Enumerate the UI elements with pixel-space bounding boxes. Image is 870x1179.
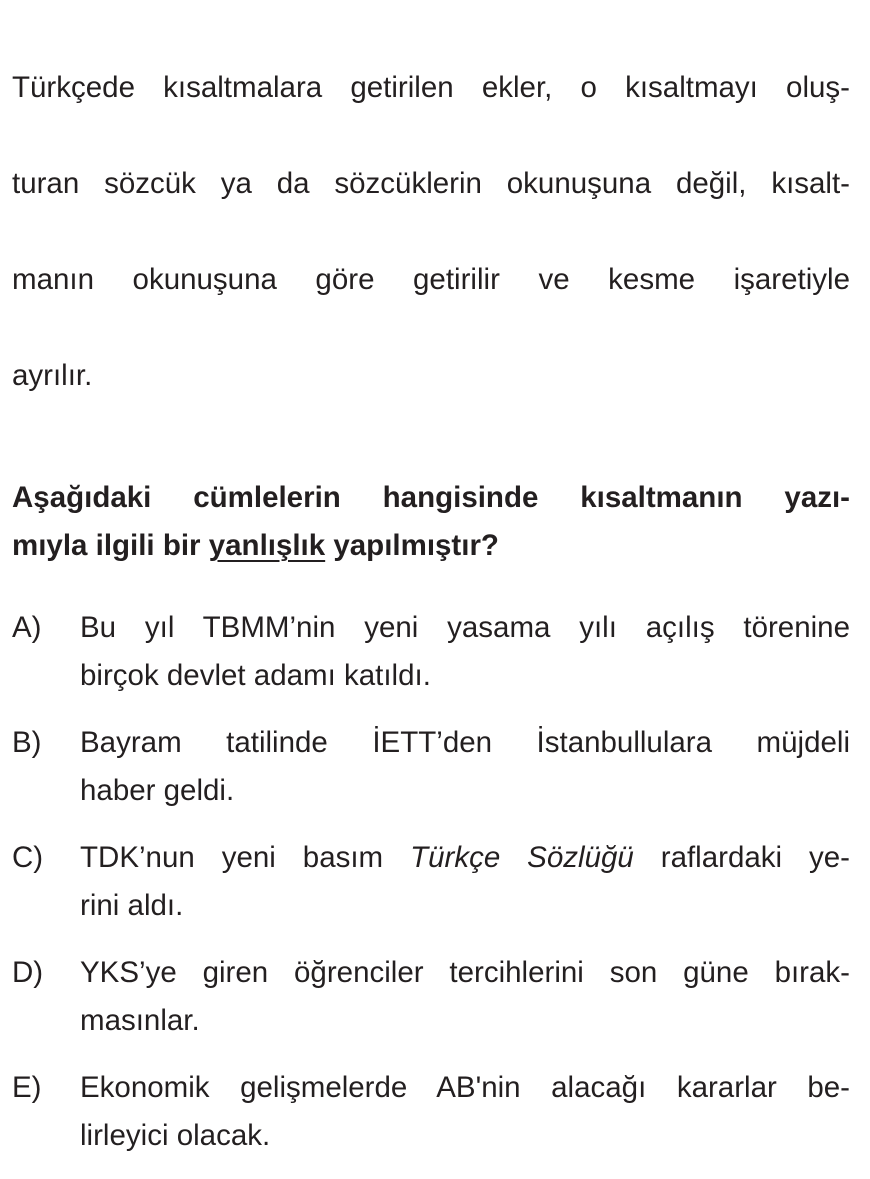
option-line: Bu yıl TBMM’nin yeni yasama yılı açılış törenine bbox=[80, 611, 850, 644]
option-text bbox=[80, 604, 850, 700]
question-text: yapılmıştır? bbox=[325, 529, 499, 562]
intro-line: turan sözcük ya da sözcüklerin okunuşuna değil, kısalt- bbox=[12, 167, 850, 200]
option-line: Ekonomik gelişmelerde AB'nin alacağı kararlar be- bbox=[80, 1071, 850, 1104]
intro-paragraph bbox=[12, 16, 850, 448]
option-text-part: raflardaki ye- bbox=[633, 841, 851, 874]
option-line: Bayram tatilinde İETT’den İstanbullulara müjdeli bbox=[80, 726, 850, 759]
option-text bbox=[80, 1064, 850, 1160]
option-a[interactable] bbox=[12, 604, 850, 700]
question-line bbox=[12, 522, 850, 570]
question-text: mıyla ilgili bir bbox=[12, 529, 209, 562]
option-line: YKS’ye giren öğrenciler tercihlerini son güne bırak- bbox=[80, 956, 850, 989]
option-text bbox=[80, 834, 850, 930]
question-line: Aşağıdaki cümlelerin hangisinde kısaltmanın yazı- bbox=[12, 481, 850, 514]
option-c[interactable] bbox=[12, 834, 850, 930]
question-page bbox=[12, 16, 850, 1179]
question-stem bbox=[12, 474, 850, 570]
option-text bbox=[80, 949, 850, 1045]
option-line: lirleyici olacak. bbox=[80, 1119, 271, 1152]
intro-line: Türkçede kısaltmalara getirilen ekler, o kısaltmayı oluş- bbox=[12, 71, 850, 104]
option-text bbox=[80, 719, 850, 815]
option-text-part: TDK’nun yeni basım bbox=[80, 841, 411, 874]
intro-line: ayrılır. bbox=[12, 359, 93, 392]
option-letter: E) bbox=[12, 1071, 42, 1104]
option-line: birçok devlet adamı katıldı. bbox=[80, 659, 431, 692]
option-line bbox=[80, 834, 850, 882]
option-letter: B) bbox=[12, 726, 42, 759]
option-letter: D) bbox=[12, 956, 44, 989]
option-b[interactable] bbox=[12, 719, 850, 815]
option-line: masınlar. bbox=[80, 1004, 200, 1037]
intro-line: manın okunuşuna göre getirilir ve kesme işaretiyle bbox=[12, 263, 850, 296]
option-letter: A) bbox=[12, 611, 42, 644]
answer-options bbox=[12, 604, 850, 1160]
option-d[interactable] bbox=[12, 949, 850, 1045]
option-line: haber geldi. bbox=[80, 774, 235, 807]
book-title: Türkçe Sözlüğü bbox=[410, 841, 634, 874]
option-letter: C) bbox=[12, 841, 44, 874]
option-line: rini aldı. bbox=[80, 889, 184, 922]
underlined-keyword: yanlışlık bbox=[208, 529, 326, 562]
option-e[interactable] bbox=[12, 1064, 850, 1160]
